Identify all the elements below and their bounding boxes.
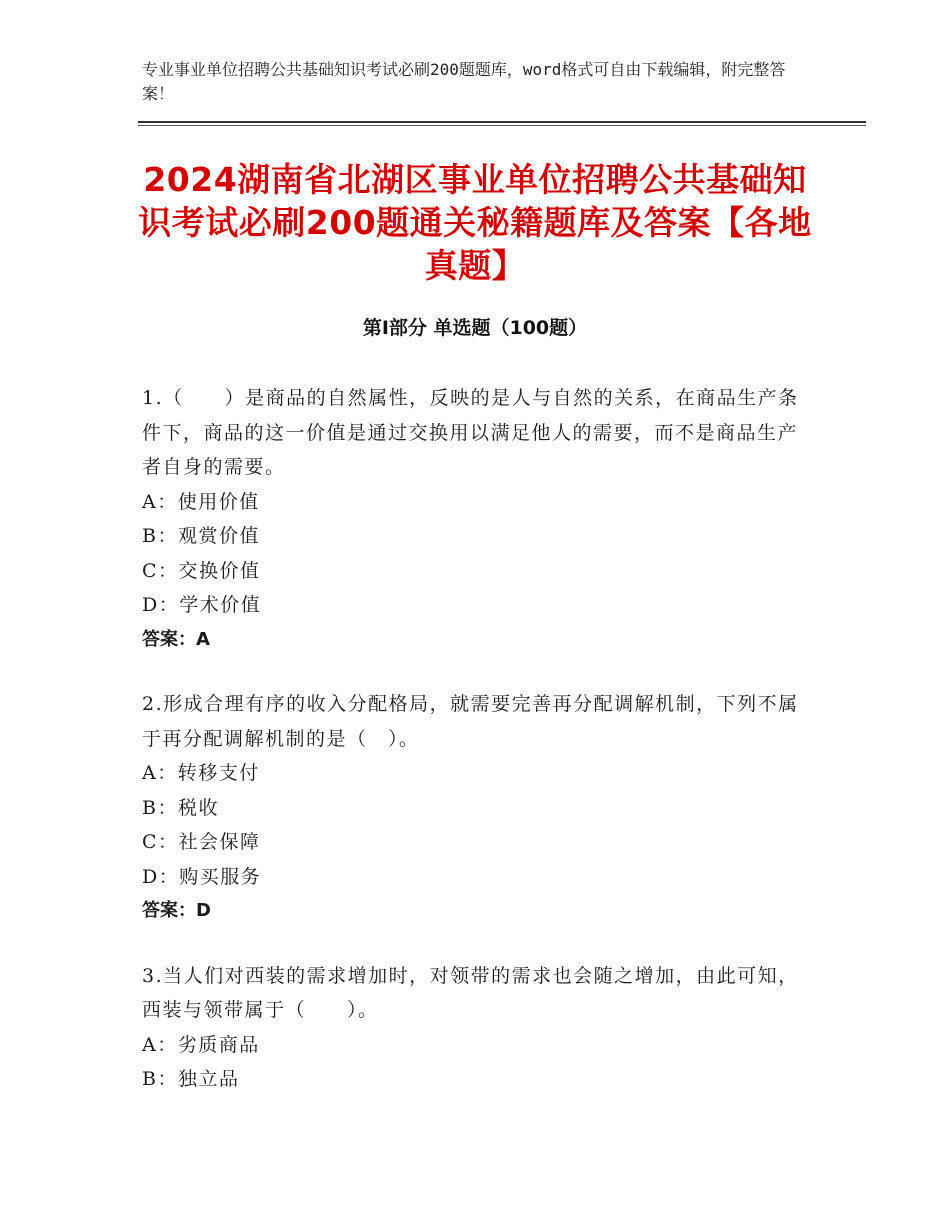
question-1 xyxy=(142,381,802,657)
option-a: A：使用价值 xyxy=(142,490,260,513)
option-b: B：独立品 xyxy=(142,1068,240,1090)
question-stem: 1.（ ）是商品的自然属性，反映的是人与自然的关系，在商品生产条件下，商品的这一价值是通过交换用以满足他人的需要，而不是商品生产者自身的需要。 xyxy=(142,387,799,478)
option-a: A：劣质商品 xyxy=(142,1033,260,1056)
question-list xyxy=(142,381,802,1127)
answer: 答案：D xyxy=(142,900,211,921)
question-2 xyxy=(142,687,802,929)
option-a: A：转移支付 xyxy=(142,762,260,784)
question-stem: 2.形成合理有序的收入分配格局，就需要完善再分配调解机制，下列不属于再分配调解机制的是（ ）。 xyxy=(142,693,799,750)
header-note: 专业事业单位招聘公共基础知识考试必刷200题题库，word格式可自由下载编辑，附完整答案！ xyxy=(142,60,786,103)
option-b: B：税收 xyxy=(142,796,219,819)
question-stem: 3.当人们对西装的需求增加时，对领带的需求也会随之增加，由此可知，西装与领带属于（ ）。 xyxy=(142,964,799,1021)
option-c: C：社会保障 xyxy=(142,831,261,853)
answer: 答案：A xyxy=(142,628,210,650)
header-divider-thick xyxy=(138,121,866,123)
option-d: D：购买服务 xyxy=(142,865,262,888)
option-b: B：观赏价值 xyxy=(142,525,260,547)
option-d: D：学术价值 xyxy=(142,594,262,616)
document-title: 2024湖南省北湖区事业单位招聘公共基础知识考试必刷200题通关秘籍题库及答案【各地真题】 xyxy=(138,160,812,285)
section-title: 第Ⅰ部分 单选题（100题） xyxy=(362,317,588,339)
question-3 xyxy=(142,959,802,1097)
header-divider-thin xyxy=(138,125,866,126)
option-c: C：交换价值 xyxy=(142,559,261,582)
